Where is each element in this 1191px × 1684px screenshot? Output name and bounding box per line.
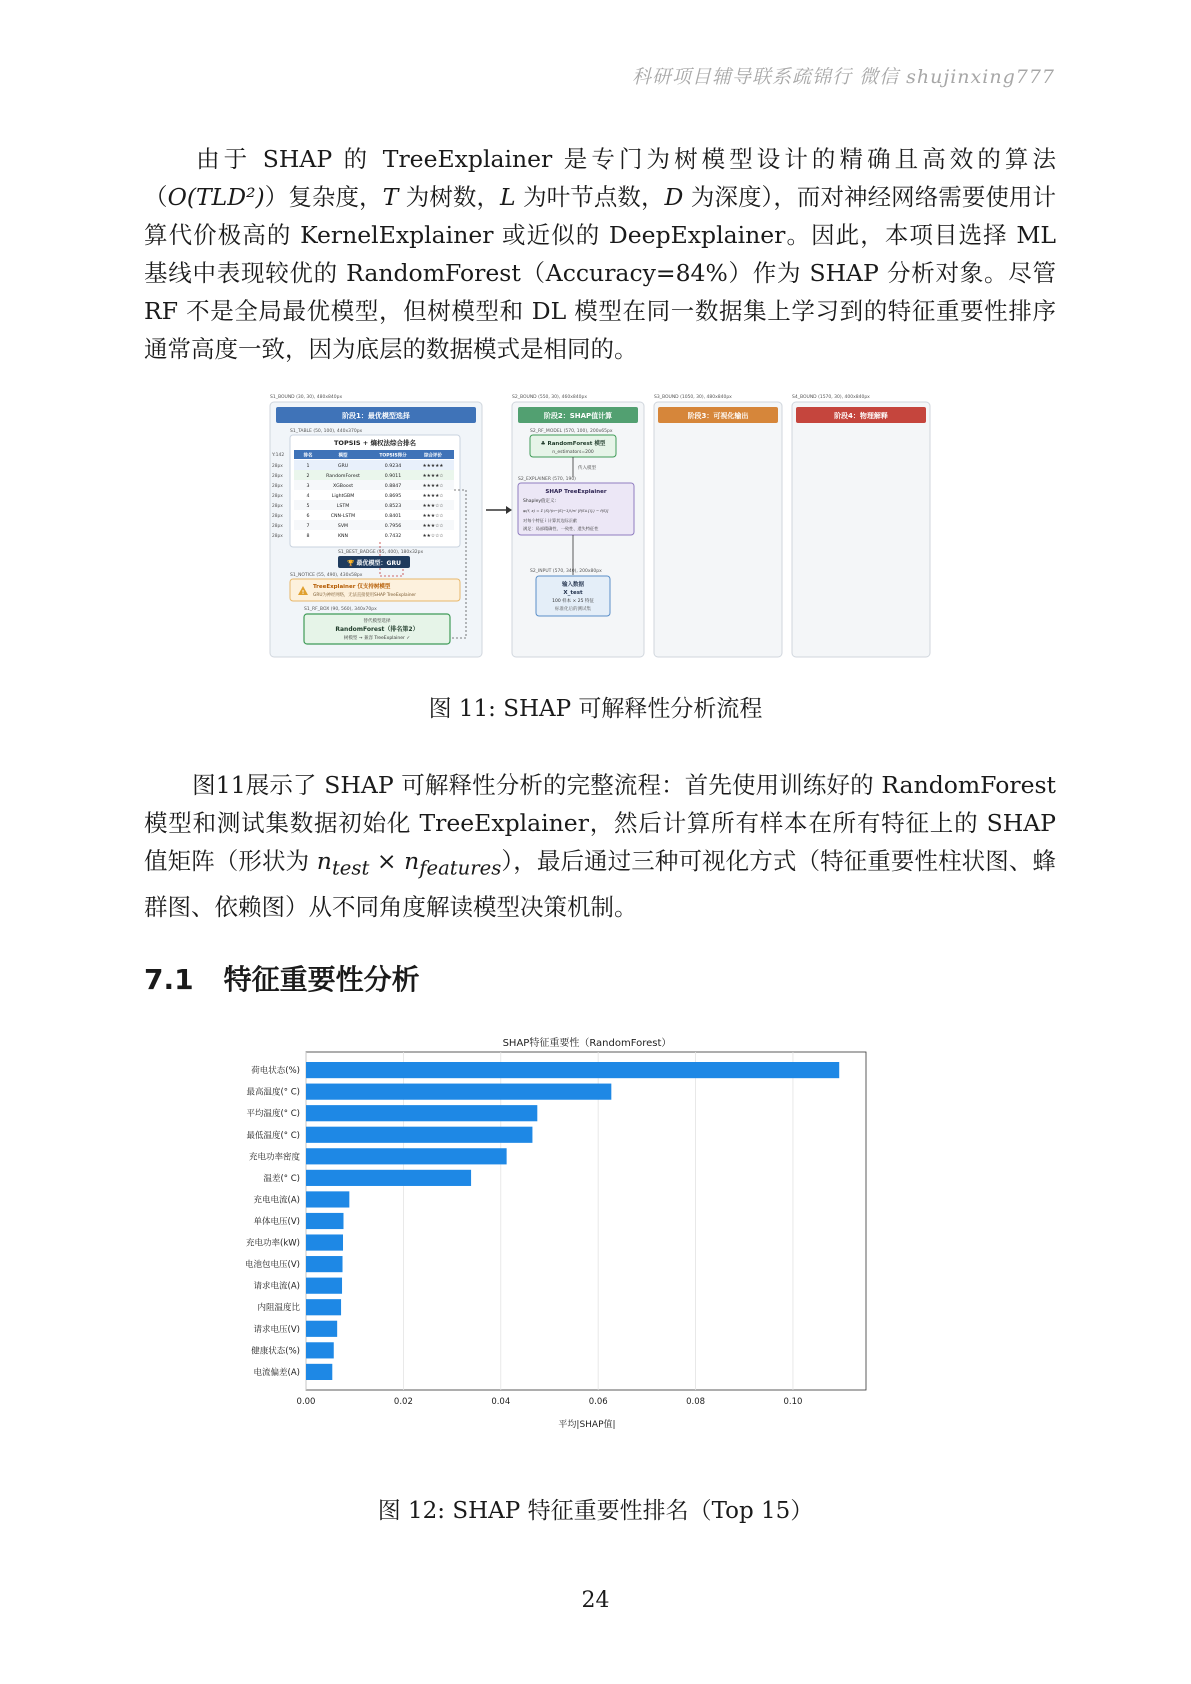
table-header-cell: 综合评价 [424,453,442,459]
bar [306,1321,337,1337]
stage-arrow-head [506,506,512,514]
text-run: 图11展示了 SHAP 可解释性分析的完整流程：首先使用训练好的 RandomForest 模型和测试集数据初始化 TreeExplainer，然后计算所有样本在所有特征上的 SHAP 值矩阵（形状为 [144,771,1056,875]
stage2-bound-tag: S2_BOUND (550, 30), 460x840px [512,395,587,400]
y-tick-label: 温差(° C) [263,1173,300,1184]
stage1-bound-tag: S1_BOUND (30, 30), 480x840px [270,395,343,400]
text-run: 复杂度， [288,183,383,211]
table-header-cell: 排名 [303,453,313,459]
math-times: × [369,847,405,875]
input-data-title: 输入数据 [561,582,585,588]
table-cell: 7 [306,524,310,529]
table-cell: 0.8401 [384,514,402,519]
bar [306,1084,611,1100]
plot-frame [306,1052,866,1390]
y-tick-label: 健康状态(%) [251,1346,300,1357]
table-cell: LSTM [336,504,350,509]
stage1-title: 阶段1：最优模型选择 [342,412,410,420]
y-tick-label: 充电功率(kW) [246,1238,300,1249]
table-cell: CNN-LSTM [330,514,356,519]
bar [306,1256,343,1272]
table-cell: 4 [306,494,310,499]
table-cell: 0.8523 [384,504,402,509]
input-data-name: X_test [563,590,583,596]
table-cell: ★★★★☆ [422,494,444,499]
y-tick-label: 单体电压(V) [253,1217,300,1227]
shap-importance-chart [230,1030,970,1470]
math-n: n [316,847,332,875]
row-height-tag: 28px [272,484,283,489]
stage3-box [654,402,782,657]
bar [306,1213,343,1229]
table-cell: 6 [306,514,310,519]
row-height-tag: 28px [272,504,283,509]
paragraph-shap-rationale: 由于 SHAP 的 TreeExplainer 是专门为树模型设计的精确且高效的算法（O(TLD²)）复杂度，T 为树数，L 为叶节点数，D 为深度），而对神经网络需要使用计算代价极高的 KernelExplainer 或近似的 DeepExplainer。因此，本项目选择 ML 基线中表现较优的 RandomForest（Accuracy=84%）作为 SHAP 分析对象。尽管 RF 不是全局最优模型，但树模型和 DL 模型在同一数据集上学习到的特征重要性排序通常高度一致，因为底层的数据模式是相同的。 [144,145,1056,363]
bar [306,1234,343,1250]
bar [306,1127,532,1143]
section-heading [144,958,420,998]
section-title: 特征重要性分析 [223,963,420,996]
table-cell: KNN [337,534,349,539]
x-axis-label: 平均|SHAP值| [558,1420,616,1430]
math-n: n [404,847,420,875]
x-tick-label: 0.00 [296,1397,316,1407]
chart-title: SHAP特征重要性（RandomForest） [502,1038,672,1049]
text-run: 为树数， [398,183,501,211]
page-header: 科研项目辅导联系疏锦行 微信 shujinxing777 [632,66,1055,88]
math-T: T [382,183,399,211]
best-model-label: 🏆 最优模型：GRU [347,560,401,567]
explainer-line2: 满足：局部精确性、一致性、遗失特征性 [523,526,599,531]
math-subscript-features: features [419,856,502,880]
explainer-title: SHAP TreeExplainer [545,489,607,495]
stage4-box [792,402,930,657]
notice-title: TreeExplainer 仅支持树模型 [313,584,391,590]
y-tick-label: 请求电流(A) [253,1281,300,1292]
y-tick-label: 内阻温度比 [257,1303,300,1314]
input-tag: S2_INPUT (570, 340), 200x80px [530,569,602,574]
table-cell: LightGBM [331,494,355,499]
y-tick-label: 充电电流(A) [253,1195,300,1206]
table-header-cell: 模型 [338,453,348,459]
figure-11-caption: 图 11: SHAP 可解释性分析流程 [428,696,763,722]
shap-flow-diagram [268,390,933,660]
math-D: D [664,183,684,211]
text-run: 为深度），而对神经网络需要使用计算代价极高的 KernelExplainer 或近似的 DeepExplainer。因此，本项目选择 ML 基线中表现较优的 RandomForest（Accuracy=84%）作为 SHAP 分析对象。尽管 RF 不是全局最优模型，但树模型和 DL 模型在同一数据集上学习到的特征重要性排序通常高度一致，因为底层的数据模式是相同的。 [144,183,1056,363]
y-tick-label: 最高温度(° C) [246,1087,300,1098]
x-tick-label: 0.08 [686,1397,706,1407]
stage4-bound-tag: S4_BOUND (1570, 30), 400x840px [792,395,870,400]
stage3-title: 阶段3：可视化输出 [687,412,749,420]
y-tick-label: 荷电状态(%) [251,1066,300,1077]
y-tick-label: 平均温度(° C) [246,1109,300,1120]
table-cell: ★★★☆☆ [422,524,444,529]
text-run: 由于 SHAP 的 TreeExplainer 是专门为树模型设计的精确且高效的算法（ [144,145,1056,211]
stage4-title: 阶段4：物理解释 [834,412,888,420]
row-height-tag: 28px [272,464,283,469]
row-height-tag: 28px [272,474,283,479]
stage3-bound-tag: S3_BOUND (1050, 30), 480x840px [654,395,732,400]
table-cell: ★★☆☆☆ [422,534,444,539]
badge-tag: S1_BEST_BADGE (55, 400), 180x32px [338,550,424,555]
svg-text:!: ! [301,590,305,596]
bar [306,1148,507,1164]
text-run: 为叶节点数， [515,183,665,211]
section-number: 7.1 [144,963,194,996]
bar [306,1062,839,1078]
explainer-line1: 对每个特征 i 计算其边际贡献 [523,518,578,523]
explainer-tag: S2_EXPLAINER (570, 190) [518,477,576,482]
table-cell: GRU [337,464,349,469]
text-run: ），最后通过三种可视化方式（特征重要性柱状图、蜂群图、依赖图）从不同角度解读模型决策机制。 [144,847,1056,921]
math-subscript-test: test [331,856,370,880]
bar [306,1105,537,1121]
row-height-tag: 28px [272,524,283,529]
table-cell: ★★★★★ [422,464,444,469]
paragraph-flow-description [144,766,1056,926]
shapley-definition: Shapley值定义: [523,499,557,504]
table-header-cell: TOPSIS得分 [379,453,407,459]
y-tick-label: 最低温度(° C) [246,1130,300,1141]
figure-12-caption: 图 12: SHAP 特征重要性排名（Top 15） [377,1498,814,1524]
table-cell: ★★★☆☆ [422,504,444,509]
x-tick-label: 0.04 [491,1397,511,1407]
x-tick-label: 0.02 [393,1397,413,1407]
rf-substitute-small: 替代模型选择 [363,619,391,624]
table-title: TOPSIS + 熵权法综合排名 [334,439,416,447]
bar [306,1170,471,1186]
table-cell: 0.8695 [384,494,402,499]
y-tick-label: 电流偏差(A) [253,1367,300,1378]
model-arrow-label: 传入模型 [578,466,596,471]
page-number: 24 [581,1588,610,1613]
stage2-title: 阶段2：SHAP值计算 [543,412,613,420]
y-tag: Y:142 [272,453,285,458]
table-cell: 5 [306,504,310,509]
y-tick-label: 请求电压(V) [253,1324,300,1335]
x-tick-label: 0.06 [588,1397,608,1407]
table-cell: ★★★★☆ [422,474,444,479]
bar [306,1364,332,1380]
row-height-tag: 28px [272,514,283,519]
x-tick-label: 0.10 [783,1397,803,1407]
table-cell: ★★★☆☆ [422,514,444,519]
input-data-size: 100 样本 × 25 特征 [552,599,594,604]
table-cell: 1 [306,464,310,469]
table-cell: 0.8847 [384,484,402,489]
input-data-note: 标准化后的测试集 [555,607,591,612]
shapley-formula: φᵢ(f, x) = Σ |S|!(n−|S|−1)!/n! [f(S∪{i}) − f(S)] [523,508,609,513]
table-cell: 0.9234 [384,464,402,469]
math-complexity: O(TLD²) [167,183,265,211]
y-tick-label: 充电功率密度 [248,1152,300,1163]
bar [306,1342,334,1358]
bar [306,1191,349,1207]
table-cell: 0.7432 [384,534,402,539]
bar [306,1299,341,1315]
notice-tag: S1_NOTICE (55, 490), 430x58px [290,573,363,578]
table-tag: S1_TABLE (50, 100), 440x370px [290,429,363,434]
table-cell: 8 [306,534,310,539]
math-L: L [500,183,516,211]
rf-substitute-subtitle: 树模型 → 兼容 TreeExplainer ✓ [343,636,411,641]
table-cell: 3 [306,484,310,489]
rf-model-title: ♣ RandomForest 模型 [540,441,606,447]
model-tag: S2_RF_MODEL (570, 100), 200x65px [530,429,613,434]
table-cell: 0.7956 [384,524,402,529]
notice-subtitle: GRU为神经网络，无法直接使用SHAP TreeExplainer [313,593,416,598]
y-tick-label: 电池包电压(V) [245,1260,300,1271]
table-cell: SVM [337,524,349,529]
rf-substitute-title: RandomForest（排名第2） [335,626,419,633]
table-cell: RandomForest [326,474,360,479]
bar [306,1278,342,1294]
row-height-tag: 28px [272,494,283,499]
row-height-tag: 28px [272,534,283,539]
table-cell: ★★★★☆ [422,484,444,489]
table-cell: 0.9011 [384,474,402,479]
table-cell: XGBoost [332,484,354,489]
table-cell: 2 [306,474,310,479]
rf-box-tag: S1_RF_BOX (90, 560), 340x70px [304,607,377,612]
rf-model-subtitle: n_estimators=200 [552,450,594,455]
